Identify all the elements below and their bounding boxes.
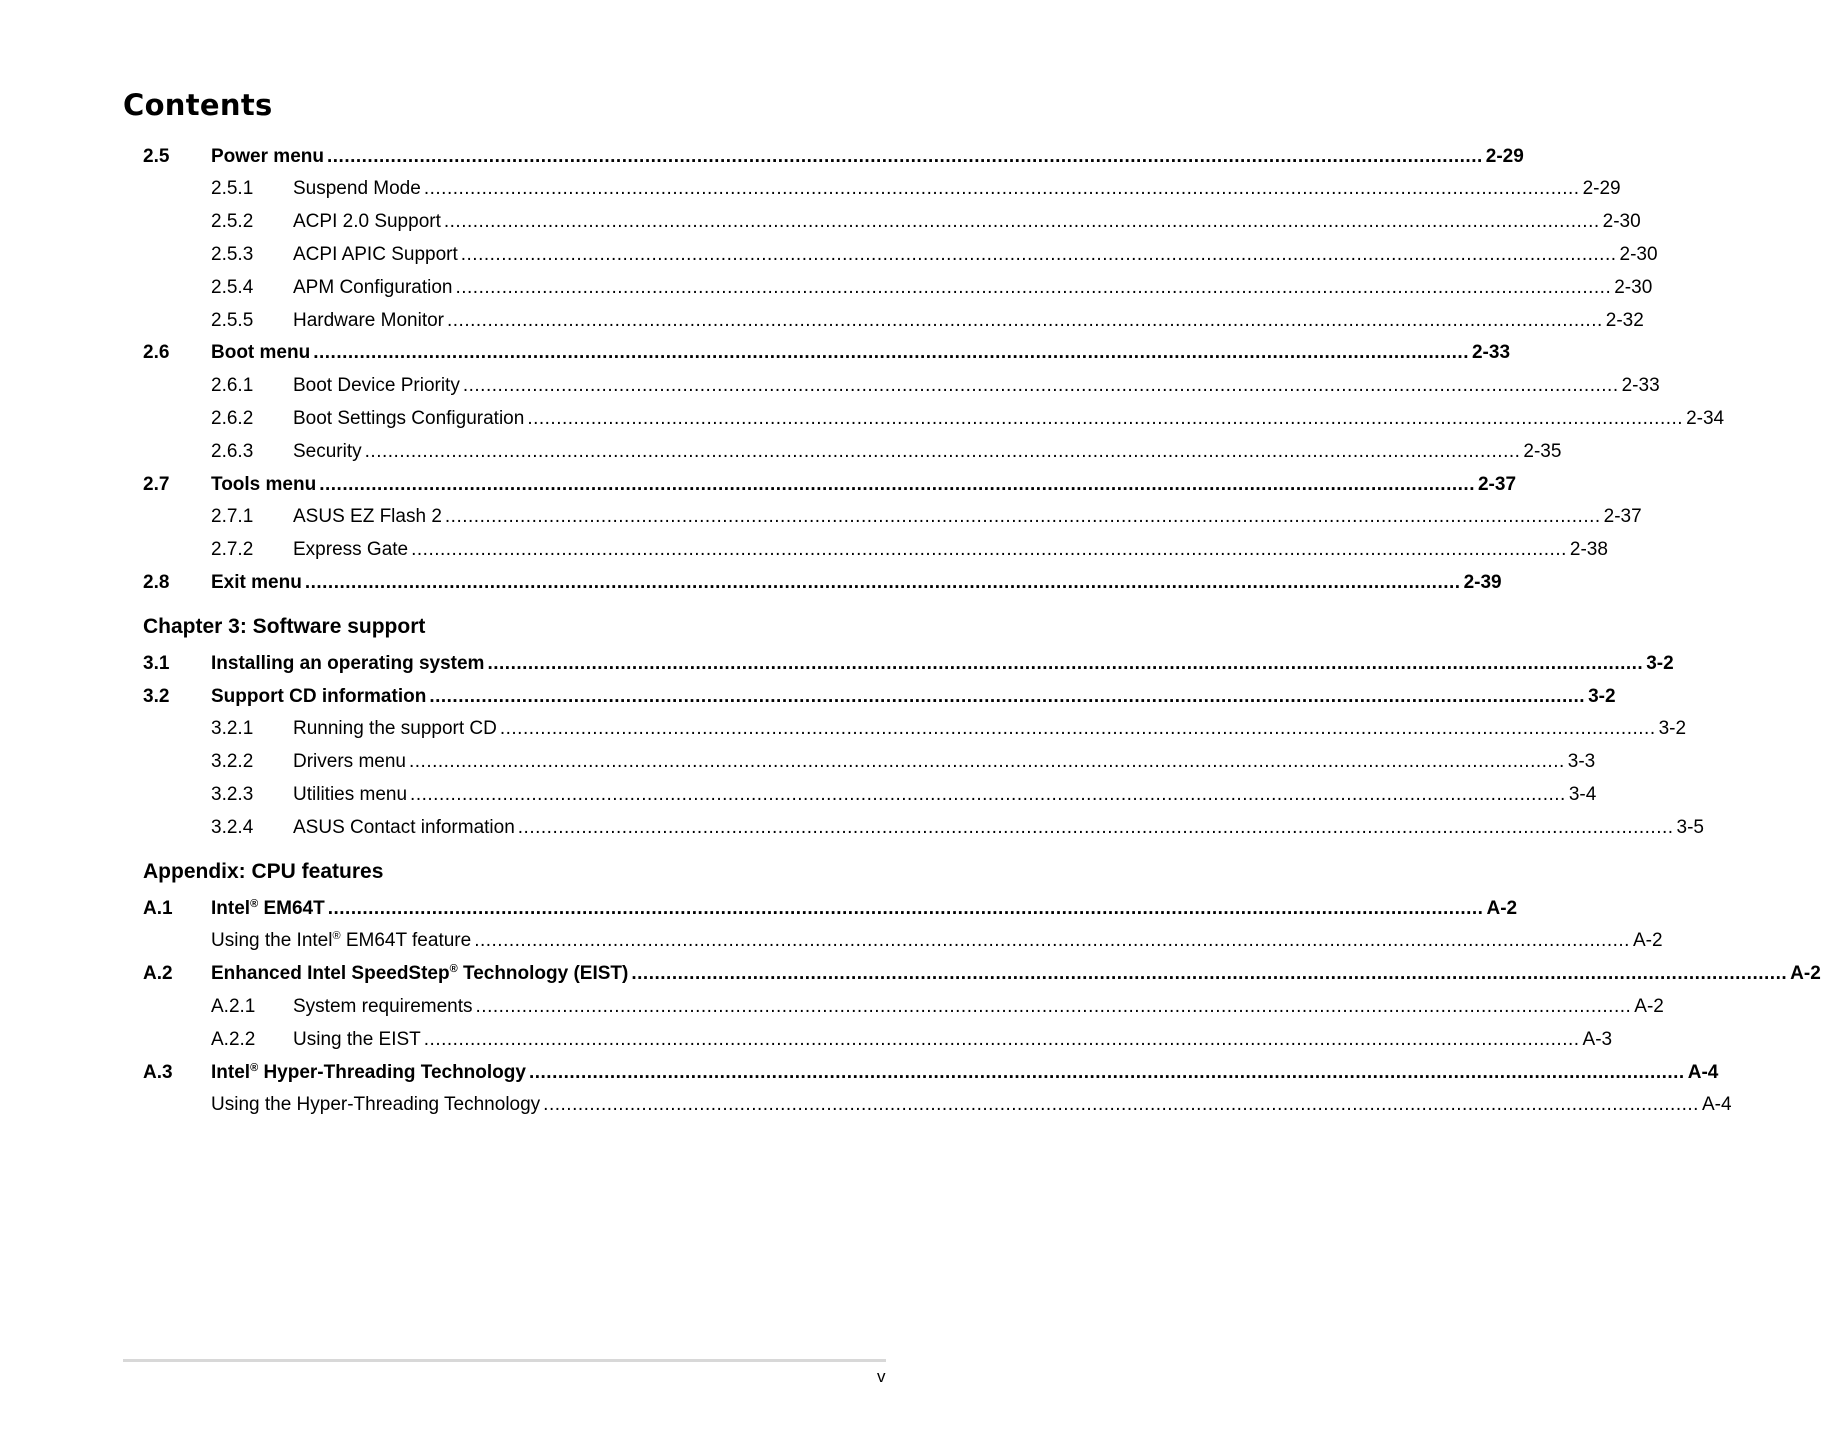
toc-entry-page: 2-34 <box>1686 407 1725 429</box>
toc-entry[interactable] <box>143 680 1616 713</box>
toc-entry-title: Utilities menu <box>293 783 408 805</box>
toc-entry[interactable] <box>211 501 1642 534</box>
toc-leader-dots: ........................................................................................................................................................................................................ <box>364 440 1521 462</box>
toc-leader-dots: ........................................................................................................................................................................................................ <box>474 930 1630 952</box>
toc-entry[interactable] <box>211 811 1704 844</box>
toc-entry-page: 2-35 <box>1523 440 1562 462</box>
toc-entry-title: Security <box>293 440 362 462</box>
toc-entry-number: 2.7.2 <box>211 539 254 561</box>
toc-entry-title: Enhanced Intel SpeedStep® Technology (EIST) <box>211 963 629 985</box>
toc-entry-page: 2-32 <box>1605 309 1644 331</box>
toc-entry-page: 2-39 <box>1463 571 1502 593</box>
toc-entry-page: 3-3 <box>1567 751 1596 773</box>
toc-entry-number: 2.6.2 <box>211 407 254 429</box>
toc-entry-number: 2.8 <box>143 571 170 593</box>
toc-leader-dots: ........................................................................................................................................................................................................ <box>475 995 1632 1017</box>
chapter-heading: Chapter 3: Software support <box>143 615 426 639</box>
toc-entry-number: 2.5 <box>143 145 170 167</box>
toc-leader-dots: ........................................................................................................................................................................................................ <box>423 1028 1580 1050</box>
toc-entry[interactable] <box>143 337 1511 370</box>
toc-entry-title: Running the support CD <box>293 718 497 740</box>
toc-entry-page: 2-33 <box>1621 375 1660 397</box>
toc-entry-number: 3.2.3 <box>211 783 254 805</box>
toc-leader-dots: ........................................................................................................................................................................................................ <box>543 1094 1699 1116</box>
toc-entry-page: 2-30 <box>1619 243 1658 265</box>
toc-entry-title: ACPI APIC Support <box>293 243 458 265</box>
toc-entry-page: A-2 <box>1634 995 1664 1017</box>
toc-entry[interactable] <box>211 1089 1732 1122</box>
toc-leader-dots: ........................................................................................................................................................................................................ <box>313 342 1469 364</box>
toc-entry-title: Using the Intel® EM64T feature <box>211 930 472 952</box>
toc-entry[interactable] <box>211 238 1658 271</box>
toc-entry-number: 3.1 <box>143 652 170 674</box>
toc-leader-dots: ........................................................................................................................................................................................................ <box>408 751 1565 773</box>
toc-entry-page: 2-30 <box>1614 276 1653 298</box>
toc-leader-dots: ........................................................................................................................................................................................................ <box>423 178 1580 200</box>
page-number: v <box>877 1367 886 1386</box>
toc-entry[interactable] <box>211 370 1660 403</box>
toc-leader-dots: ........................................................................................................................................................................................................ <box>487 652 1644 674</box>
toc-entry-title: Using the Hyper-Threading Technology <box>211 1094 541 1116</box>
page-title: Contents <box>123 88 273 122</box>
toc-entry-number: A.2.2 <box>211 1028 256 1050</box>
toc-entry-title: Boot Device Priority <box>293 375 460 397</box>
toc-entry[interactable] <box>143 892 1518 925</box>
toc-entry-page: 3-2 <box>1588 685 1616 707</box>
toc-entry-number: 3.2.4 <box>211 816 254 838</box>
toc-entry-page: A-4 <box>1687 1061 1719 1083</box>
toc-leader-dots: ........................................................................................................................................................................................................ <box>443 211 1600 233</box>
toc-entry-title: Boot menu <box>211 342 311 364</box>
toc-entry-page: 3-2 <box>1646 652 1674 674</box>
toc-entry-page: 3-5 <box>1676 816 1704 838</box>
toc-entry-page: 3-4 <box>1568 783 1597 805</box>
toc-entry-number: 2.5.2 <box>211 211 254 233</box>
toc-leader-dots: ........................................................................................................................................................................................................ <box>411 539 1567 561</box>
toc-entry-title: ASUS EZ Flash 2 <box>293 506 442 528</box>
toc-entry-number: 2.6.3 <box>211 440 254 462</box>
toc-leader-dots: ........................................................................................................................................................................................................ <box>444 506 1601 528</box>
toc-entry-number: 2.5.4 <box>211 276 254 298</box>
toc-entry-number: A.2.1 <box>211 995 256 1017</box>
toc-entry-title: Boot Settings Configuration <box>293 407 525 429</box>
toc-entry-number: 2.7.1 <box>211 506 254 528</box>
toc-entry[interactable] <box>143 566 1502 599</box>
toc-entry-title: Exit menu <box>211 571 302 593</box>
toc-entry-number: A.1 <box>143 897 173 919</box>
toc-entry-title: APM Configuration <box>293 276 453 298</box>
toc-leader-dots: ........................................................................................................................................................................................................ <box>517 816 1674 838</box>
toc-leader-dots: ........................................................................................................................................................................................................ <box>460 243 1617 265</box>
toc-leader-dots: ........................................................................................................................................................................................................ <box>304 571 1461 593</box>
toc-entry-title: ACPI 2.0 Support <box>293 211 441 233</box>
toc-leader-dots: ........................................................................................................................................................................................................ <box>319 473 1475 495</box>
toc-entry[interactable] <box>211 534 1608 567</box>
toc-leader-dots: ........................................................................................................................................................................................................ <box>447 309 1603 331</box>
toc-entry-number: 2.5.5 <box>211 309 254 331</box>
toc-entry[interactable] <box>211 746 1596 779</box>
toc-entry[interactable] <box>143 958 1821 991</box>
toc-entry-title: Installing an operating system <box>211 652 485 674</box>
toc-entry-number: 2.5.3 <box>211 243 254 265</box>
toc-entry-title: Suspend Mode <box>293 178 421 200</box>
toc-entry[interactable] <box>211 206 1641 239</box>
toc-entry[interactable] <box>211 778 1597 811</box>
toc-entry-title: Intel® EM64T <box>211 897 325 919</box>
toc-entry[interactable] <box>211 402 1725 435</box>
toc-entry-page: 2-37 <box>1477 473 1517 495</box>
toc-entry-title: Tools menu <box>211 473 317 495</box>
footer-rule <box>123 1359 886 1362</box>
toc-entry-number: 3.2.2 <box>211 751 254 773</box>
toc-entry-page: A-2 <box>1486 897 1518 919</box>
toc-entry[interactable] <box>211 271 1653 304</box>
toc-entry-number: 2.7 <box>143 473 170 495</box>
toc-entry[interactable] <box>211 1023 1613 1056</box>
toc-entry-page: 2-30 <box>1602 211 1641 233</box>
toc-leader-dots: ........................................................................................................................................................................................................ <box>410 783 1566 805</box>
toc-entry-title: Support CD information <box>211 685 427 707</box>
toc-entry-page: 2-29 <box>1582 178 1621 200</box>
toc-leader-dots: ........................................................................................................................................................................................................ <box>455 276 1612 298</box>
toc-entry-page: A-4 <box>1701 1094 1732 1116</box>
toc-entry-title: ASUS Contact information <box>293 816 515 838</box>
toc-entry[interactable] <box>143 468 1517 501</box>
toc-entry-page: 2-37 <box>1603 506 1642 528</box>
toc-leader-dots: ........................................................................................................................................................................................................ <box>499 718 1656 740</box>
toc-leader-dots: ........................................................................................................................................................................................................ <box>326 145 1483 167</box>
toc-entry[interactable] <box>211 304 1644 337</box>
toc-entry-page: 3-2 <box>1658 718 1687 740</box>
toc-entry-page: 2-38 <box>1569 539 1608 561</box>
toc-entry-page: A-2 <box>1790 963 1821 985</box>
toc-leader-dots: ........................................................................................................................................................................................................ <box>462 375 1619 397</box>
toc-leader-dots: ........................................................................................................................................................................................................ <box>327 897 1484 919</box>
toc-entry-title: System requirements <box>293 995 473 1017</box>
toc-entry-number: 2.5.1 <box>211 178 254 200</box>
toc-entry-title: Intel® Hyper-Threading Technology <box>211 1061 526 1083</box>
toc-entry[interactable] <box>211 925 1663 958</box>
chapter-heading: Appendix: CPU features <box>143 860 384 883</box>
toc-entry-title: Drivers menu <box>293 751 406 773</box>
toc-entry-title: Express Gate <box>293 539 409 561</box>
toc-entry-page: A-3 <box>1582 1028 1613 1050</box>
toc-leader-dots: ........................................................................................................................................................................................................ <box>528 1061 1685 1083</box>
toc-entry-number: 2.6.1 <box>211 375 254 397</box>
toc-entry[interactable] <box>211 435 1562 468</box>
toc-entry-title: Hardware Monitor <box>293 309 444 331</box>
toc-entry[interactable] <box>211 990 1664 1023</box>
toc-entry[interactable] <box>143 1056 1719 1089</box>
toc-entry-title: Using the EIST <box>293 1028 421 1050</box>
toc-leader-dots: ........................................................................................................................................................................................................ <box>429 685 1586 707</box>
toc-entry[interactable] <box>143 140 1524 173</box>
toc-leader-dots: ........................................................................................................................................................................................................ <box>527 407 1684 429</box>
toc-entry-page: 2-29 <box>1485 145 1524 167</box>
toc-entry-page: 2-33 <box>1471 342 1511 364</box>
toc-entry-number: A.3 <box>143 1061 173 1083</box>
toc-entry[interactable] <box>211 713 1687 746</box>
toc-entry-number: A.2 <box>143 963 173 985</box>
toc-entry-number: 3.2 <box>143 685 170 707</box>
toc-entry-number: 2.6 <box>143 342 170 364</box>
toc-entry[interactable] <box>143 647 1674 680</box>
toc-entry-title: Power menu <box>211 145 324 167</box>
toc-entry[interactable] <box>211 173 1621 206</box>
toc-leader-dots: ........................................................................................................................................................................................................ <box>631 963 1788 985</box>
toc-entry-page: A-2 <box>1632 930 1663 952</box>
toc-entry-number: 3.2.1 <box>211 718 254 740</box>
